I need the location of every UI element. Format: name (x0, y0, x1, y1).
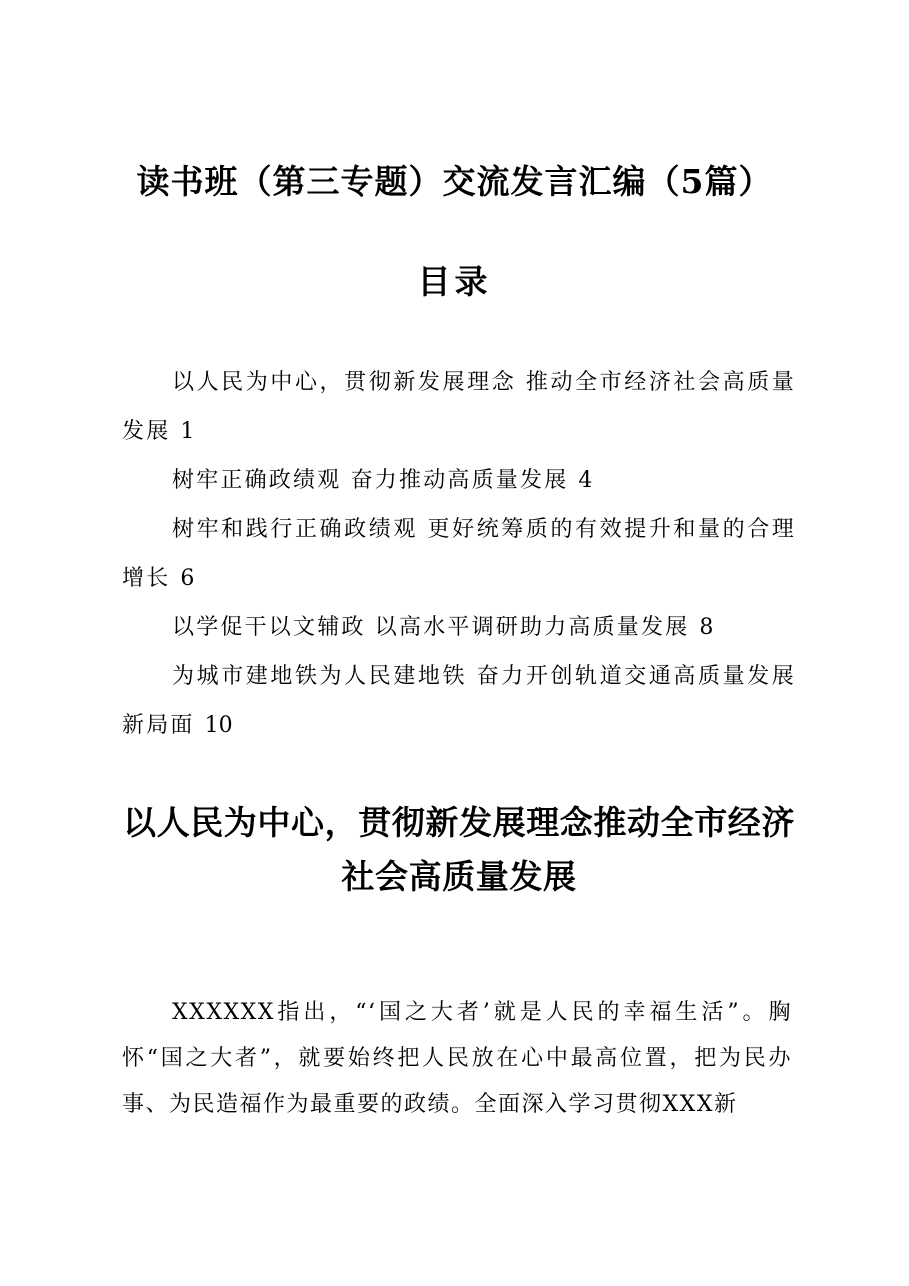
toc-item-text: 树牢和践行正确政绩观 更好统筹质的有效提升和量的合理增长 (122, 517, 796, 591)
toc-item-text: 为城市建地铁为人民建地铁 奋力开创轨道交通高质量发展新局面 (122, 664, 796, 738)
toc-item[interactable] (122, 603, 796, 652)
document-title: 读书班（第三专题）交流发言汇编（5篇） (136, 162, 773, 201)
toc-item-text: 树牢正确政绩观 奋力推动高质量发展 (172, 468, 569, 493)
toc-item-page: 1 (180, 419, 195, 444)
toc-item-page: 8 (699, 615, 714, 640)
toc-item-text: 以人民为中心，贯彻新发展理念 推动全市经济社会高质量发展 (122, 370, 796, 444)
article-body-paragraph: XXXXXX指出，“‘国之大者’就是人民的幸福生活”。胸怀“国之大者”，就要始终把人民放在心中最高位置，把为民办事、为民造福作为最重要的政绩。全面深入学习贯彻XXX新 (122, 1000, 792, 1117)
toc-item-page: 10 (204, 713, 233, 738)
toc-item[interactable] (122, 505, 796, 603)
article-title: 以人民为中心，贯彻新发展理念推动全市经济社会高质量发展 (123, 803, 795, 896)
table-of-contents (122, 358, 796, 750)
toc-heading: 目录 (417, 262, 492, 301)
toc-item-page: 6 (180, 566, 195, 591)
toc-item-page: 4 (578, 468, 593, 493)
toc-item[interactable] (122, 652, 796, 750)
toc-item[interactable] (122, 358, 796, 456)
toc-item-text: 以学促干以文辅政 以高水平调研助力高质量发展 (172, 615, 690, 640)
toc-item[interactable] (122, 456, 796, 505)
